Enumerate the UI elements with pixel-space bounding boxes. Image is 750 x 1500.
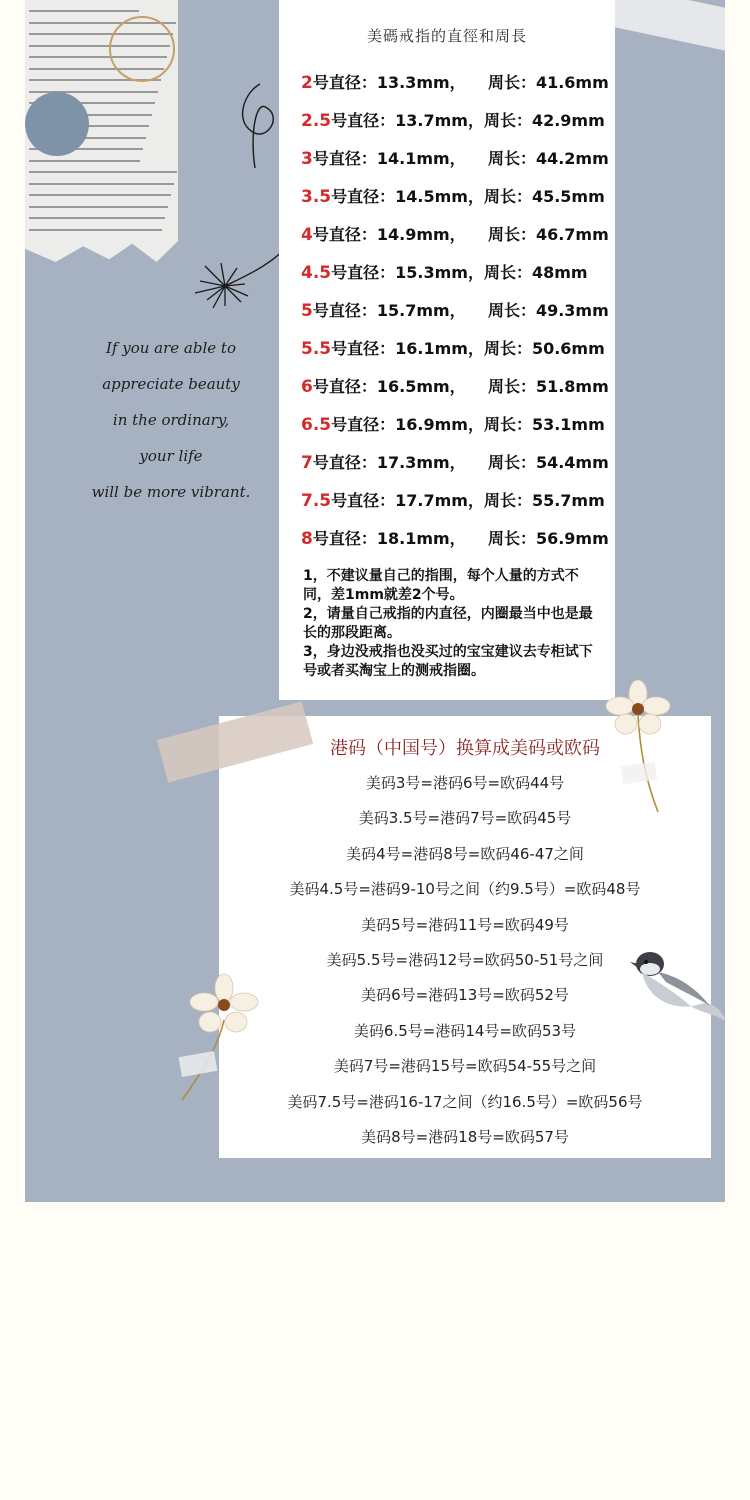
size-measure: 号直径：16.5mm， 周长：51.8mm (312, 377, 609, 396)
collage-circle (25, 92, 89, 156)
quote-line: appreciate beauty (102, 375, 240, 393)
quote-line: in the ordinary, (112, 411, 230, 429)
size-card (279, 0, 615, 700)
conversion-row: 美码6.5号=港码14号=欧码53号 (353, 1021, 577, 1040)
size-row (301, 452, 609, 474)
size-number: 3.5 (301, 187, 332, 207)
conversion-row: 美码8号=港码18号=欧码57号 (361, 1128, 569, 1146)
note-item: 1，不建议量自己的指围，每个人量的方式不同，差1mm就差2个号。 (303, 568, 579, 603)
size-number: 3 (301, 149, 313, 169)
conversion-row: 美码5号=港码11号=欧码49号 (361, 915, 569, 934)
size-measure: 号直径：17.7mm，周长：55.7mm (331, 491, 605, 510)
size-row (301, 338, 605, 360)
pressed-flower-icon (172, 972, 262, 1112)
conversion-row: 美码7号=港码15号=欧码54-55号之间 (333, 1057, 597, 1076)
newspaper-text-line (29, 206, 168, 208)
size-card-title: 美碼戒指的直徑和周長 (366, 27, 527, 45)
collage-circle (109, 16, 175, 82)
size-measure: 号直径：13.3mm， 周长：41.6mm (312, 73, 609, 92)
conversion-row: 美码4号=港码8号=欧码46-47之间 (346, 844, 584, 863)
newspaper-text-line (29, 160, 140, 162)
size-row (301, 376, 609, 398)
size-number: 5 (301, 301, 313, 321)
size-measure: 号直径：16.9mm，周长：53.1mm (331, 415, 605, 434)
note-item: 2，请量自己戒指的内直径，内圈最当中也是最长的那段距离。 (303, 606, 593, 641)
size-measure: 号直径：14.5mm，周长：45.5mm (331, 187, 605, 206)
size-measure: 号直径：14.9mm， 周长：46.7mm (312, 225, 609, 244)
size-number: 4.5 (301, 263, 332, 283)
size-number: 8 (301, 529, 313, 549)
size-number: 5.5 (301, 339, 332, 359)
size-measure: 号直径：16.1mm，周长：50.6mm (331, 339, 605, 358)
size-number: 7 (301, 453, 313, 473)
size-number: 6.5 (301, 415, 332, 435)
conversion-row: 美码7.5号=港码16-17之间（约16.5号）=欧码56号 (287, 1092, 643, 1111)
size-number: 6 (301, 377, 313, 397)
quote-line: your life (139, 447, 203, 465)
pressed-flower-icon (600, 676, 680, 816)
newspaper-text-line (29, 229, 162, 231)
size-number: 7.5 (301, 491, 332, 511)
size-row (301, 186, 605, 208)
size-row (301, 148, 609, 170)
conversion-title: 港码（中国号）换算成美码或欧码 (330, 738, 600, 759)
quote-text (61, 330, 281, 510)
size-measure: 号直径：14.1mm， 周长：44.2mm (312, 149, 609, 168)
newspaper-text-line (29, 194, 171, 196)
size-measure: 号直径：15.3mm，周长：48mm (331, 263, 588, 282)
size-number: 2 (301, 73, 313, 93)
size-row (301, 224, 609, 246)
background-panel (25, 0, 725, 1202)
conversion-row: 美码6号=港码13号=欧码52号 (361, 986, 569, 1005)
size-number: 2.5 (301, 111, 332, 131)
size-measure: 号直径：13.7mm，周长：42.9mm (331, 111, 605, 130)
size-row (301, 72, 609, 94)
size-row (301, 490, 605, 512)
quote-line: will be more vibrant. (91, 483, 251, 501)
quote-line: If you are able to (106, 339, 236, 357)
size-row (301, 528, 609, 550)
conversion-row: 美码5.5号=港码12号=欧码50-51号之间 (326, 951, 604, 969)
conversion-row: 美码3号=港码6号=欧码44号 (365, 774, 565, 792)
size-measure: 号直径：18.1mm， 周长：56.9mm (312, 529, 609, 548)
size-measure: 号直径：15.7mm， 周长：49.3mm (312, 301, 609, 320)
size-row (301, 110, 605, 132)
newspaper-text-line (29, 217, 165, 219)
size-notes (303, 567, 603, 681)
bird-icon (628, 942, 728, 1032)
newspaper-text-line (29, 183, 174, 185)
conversion-row: 美码3.5号=港码7号=欧码45号 (358, 809, 572, 828)
size-measure: 号直径：17.3mm， 周长：54.4mm (312, 453, 609, 472)
size-row (301, 300, 609, 322)
note-item: 3，身边没戒指也没买过的宝宝建议去专柜试下号或者买淘宝上的测戒指圈。 (303, 644, 593, 679)
size-number: 4 (301, 225, 313, 245)
conversion-row: 美码4.5号=港码9-10号之间（约9.5号）=欧码48号 (289, 880, 641, 899)
newspaper-text-line (29, 10, 139, 12)
size-row (301, 414, 605, 436)
size-row (301, 262, 588, 284)
